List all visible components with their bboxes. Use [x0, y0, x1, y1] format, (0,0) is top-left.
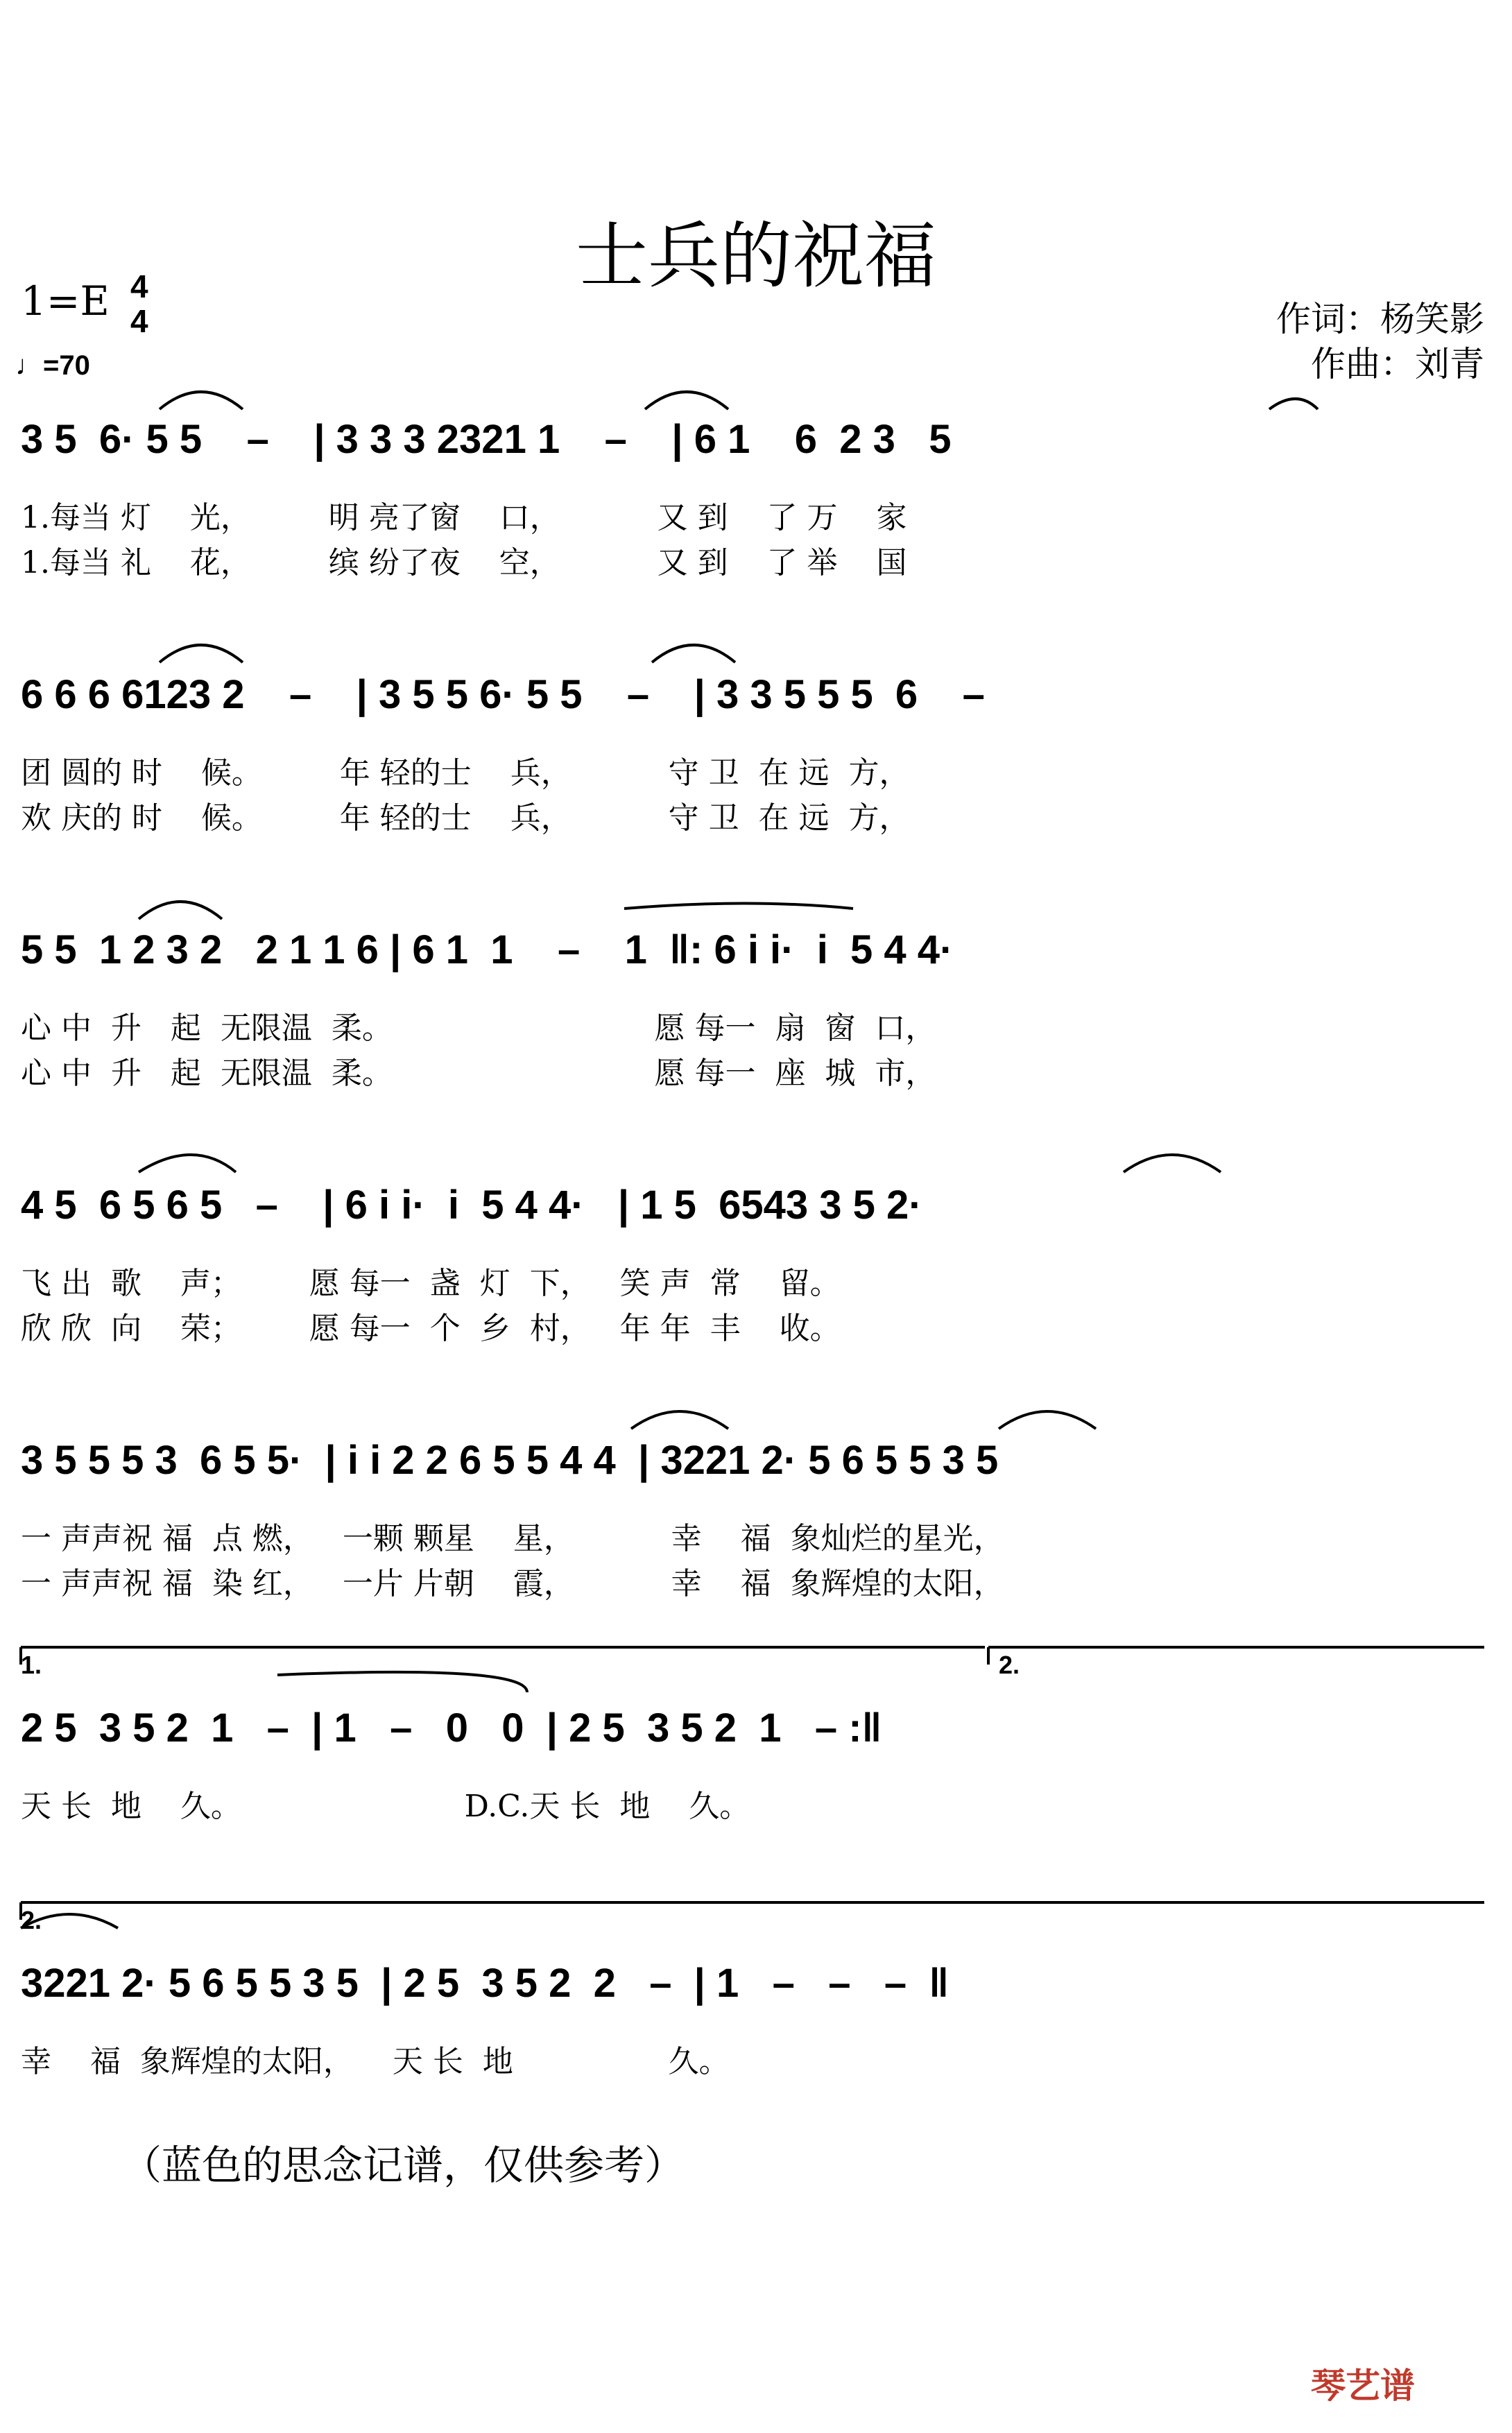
lyrics-line-verse-1: 一 声声祝 福 点 燃， 一颗 颗星 星， 幸 福 象灿烂的星光，	[21, 1521, 1004, 1556]
volta-2-label: 2.	[999, 1651, 1020, 1679]
slur	[139, 1155, 236, 1172]
lyrics-line-verse-1: 1.每当 灯 光， 明 亮了窗 口， 又 到 了 万 家	[21, 500, 907, 535]
slur	[21, 1914, 118, 1928]
notes-line: 3 5 5 5 3 6 5 5· | i i 2 2 6 5 5 4 4 | 3221 2· 5 6 5 5 3 5	[21, 1438, 999, 1483]
time-signature-top: 4	[130, 268, 148, 304]
notes-line: 2 5 3 5 2 1 – | 1 – 0 0 | 2 5 3 5 2 1 – :‖	[21, 1705, 882, 1751]
slur	[160, 392, 243, 409]
slur	[631, 1411, 728, 1429]
slur	[652, 645, 735, 662]
slur	[139, 902, 222, 919]
key-signature: 1=E	[21, 277, 110, 325]
slur	[645, 392, 728, 409]
tie	[624, 904, 853, 909]
footnote: （蓝色的思念记谱，仅供参考）	[121, 2142, 685, 2189]
slur	[1124, 1155, 1221, 1172]
tie	[277, 1672, 527, 1692]
notes-line: 3221 2· 5 6 5 5 3 5 | 2 5 3 5 2 2 – | 1 – – – ‖	[21, 1961, 950, 2006]
tempo-marking: ♩=70	[15, 350, 90, 381]
lyrics-line-verse-2: 欣 欣 向 荣； 愿 每一 个 乡 村， 年 年 丰 收。	[21, 1311, 841, 1346]
lyrics-line-verse-2: 1.每当 礼 花， 缤 纷了夜 空， 又 到 了 举 国	[21, 545, 907, 581]
lyrics-line: 幸 福 象辉煌的太阳， 天 长 地 久。	[21, 2044, 730, 2079]
slur	[999, 1411, 1096, 1429]
composer-credit: 作曲：刘青	[1311, 344, 1484, 384]
lyrics-line-verse-2: 一 声声祝 福 染 红， 一片 片朝 霞， 幸 福 象辉煌的太阳，	[21, 1566, 1004, 1601]
notes-line: 5 5 1 2 3 2 2 1 1 6 | 6 1 1 – 1 ‖: 6 i i· i 5 4 4·	[21, 927, 954, 972]
volta-label: 2.	[21, 1906, 42, 1934]
notes-line: 4 5 6 5 6 5 – | 6 i i· i 5 4 4· | 1 5 6543 3 5 2·	[21, 1183, 922, 1228]
lyrics-line: 天 长 地 久。 D.C.天 长 地 久。	[21, 1789, 750, 1824]
volta-1-label: 1.	[21, 1651, 42, 1679]
lyrics-line-verse-2: 心 中 升 起 无限温 柔。 愿 每一 座 城 市，	[21, 1056, 936, 1091]
lyrics-line-verse-1: 飞 出 歌 声； 愿 每一 盏 灯 下， 笑 声 常 留。	[21, 1266, 841, 1301]
watermark-logo: 琴艺谱	[1311, 2366, 1415, 2405]
slur	[160, 645, 243, 662]
time-signature-bottom: 4	[130, 303, 148, 339]
lyrics-line-verse-1: 团 圆的 时 候。 年 轻的士 兵， 守 卫 在 远 方，	[21, 755, 910, 791]
notes-line: 6 6 6 6123 2 – | 3 5 5 6· 5 5 – | 3 3 5 5 5 6 –	[21, 672, 985, 717]
lyrics-line-verse-2: 欢 庆的 时 候。 年 轻的士 兵， 守 卫 在 远 方，	[21, 800, 910, 836]
notes-line: 3 5 6· 5 5 – | 3 3 3 2321 1 – | 6 1 6 2 3 5	[21, 417, 952, 462]
lyrics-line-verse-1: 心 中 升 起 无限温 柔。 愿 每一 扇 窗 口，	[21, 1011, 936, 1046]
slur	[1269, 399, 1318, 409]
lyricist-credit: 作词：杨笑影	[1276, 299, 1484, 339]
page-title: 士兵的祝福	[575, 214, 936, 298]
